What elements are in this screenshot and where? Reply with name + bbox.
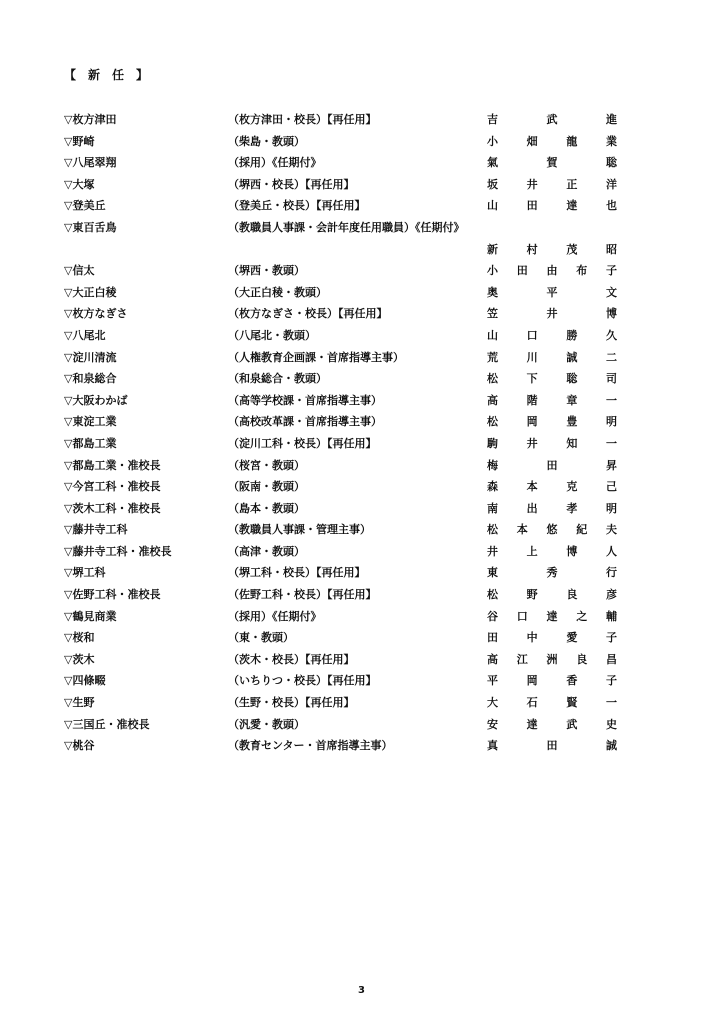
previous-post: （教育センター・首席指導主事） — [228, 739, 393, 753]
previous-post: （淀川工科・校長）【再任用】 — [228, 436, 377, 450]
previous-post: （阪南・教頭） — [228, 480, 305, 494]
previous-post: （大正白稜・教頭） — [228, 285, 327, 299]
person-name: 谷 口 達 之 輔 — [487, 609, 617, 623]
page-number: 3 — [358, 985, 365, 996]
school-name: ▽桜和 — [64, 631, 95, 645]
person-name: 駒 井 知 一 — [487, 436, 617, 450]
person-name: 笠 井 博 — [487, 307, 617, 321]
person-name: 東 秀 行 — [487, 566, 617, 580]
table-row — [64, 674, 624, 696]
table-row — [64, 221, 624, 264]
school-name: ▽大塚 — [64, 177, 95, 191]
school-name: ▽堺工科 — [64, 566, 106, 580]
previous-post: （採用）《任期付》 — [228, 156, 322, 170]
person-name: 氣 賀 聡 — [487, 156, 617, 170]
school-name: ▽藤井寺工科・准校長 — [64, 544, 172, 558]
person-name: 荒 川 誠 二 — [487, 350, 617, 364]
person-name: 高 階 章 一 — [487, 393, 617, 407]
table-row — [64, 156, 624, 178]
school-name: ▽佐野工科・准校長 — [64, 588, 161, 602]
school-name: ▽四條畷 — [64, 674, 106, 688]
previous-post: （登美丘・校長）【再任用】 — [228, 199, 366, 213]
previous-post: （堺西・教頭） — [228, 264, 305, 278]
table-row — [64, 566, 624, 588]
school-name: ▽三国丘・准校長 — [64, 717, 150, 731]
table-row — [64, 545, 624, 567]
person-name: 山 口 勝 久 — [487, 328, 617, 342]
section-heading: 【 新 任 】 — [64, 68, 149, 82]
school-name: ▽茨木工科・准校長 — [64, 501, 161, 515]
table-row — [64, 307, 624, 329]
previous-post: （いちりつ・校長）【再任用】 — [228, 674, 377, 688]
previous-post: （柴島・教頭） — [228, 134, 305, 148]
table-row — [64, 459, 624, 481]
school-name: ▽八尾北 — [64, 328, 106, 342]
person-name: 南 出 孝 明 — [487, 501, 617, 515]
table-row — [64, 113, 624, 135]
school-name: ▽東百舌鳥 — [64, 220, 117, 234]
school-name: ▽大正白稜 — [64, 285, 117, 299]
school-name: ▽都島工業 — [64, 436, 117, 450]
table-row — [64, 696, 624, 718]
school-name: ▽藤井寺工科 — [64, 523, 128, 537]
person-name: 森 本 克 己 — [487, 480, 617, 494]
table-row — [64, 631, 624, 653]
table-row — [64, 286, 624, 308]
school-name: ▽都島工業・准校長 — [64, 458, 161, 472]
table-row — [64, 739, 624, 761]
person-name: 真 田 誠 — [487, 739, 617, 753]
school-name: ▽淀川清流 — [64, 350, 117, 364]
person-name: 高 江 洲 良 昌 — [487, 652, 617, 666]
previous-post: （採用）《任期付》 — [228, 609, 322, 623]
previous-post: （生野・校長）【再任用】 — [228, 696, 355, 710]
table-row — [64, 588, 624, 610]
previous-post: （高津・教頭） — [228, 544, 305, 558]
table-row — [64, 264, 624, 286]
table-row — [64, 351, 624, 373]
previous-post: （教職員人事課・会計年度任用職員）《任期付》 — [228, 220, 465, 234]
school-name: ▽今宮工科・准校長 — [64, 480, 161, 494]
person-name: 奥 平 文 — [487, 285, 617, 299]
school-name: ▽東淀工業 — [64, 415, 117, 429]
previous-post: （茨木・校長）【再任用】 — [228, 652, 355, 666]
person-name: 平 岡 香 子 — [487, 674, 617, 688]
person-name: 小 畑 龍 業 — [487, 134, 617, 148]
table-row — [64, 502, 624, 524]
previous-post: （高校改革課・首席指導主事） — [228, 415, 382, 429]
person-name: 井 上 博 人 — [487, 544, 617, 558]
person-name: 吉 武 進 — [487, 113, 617, 126]
table-row — [64, 394, 624, 416]
person-name: 松 本 悠 紀 夫 — [487, 523, 617, 537]
previous-post: （堺工科・校長）【再任用】 — [228, 566, 366, 580]
previous-post: （東・教頭） — [228, 631, 294, 645]
school-name: ▽茨木 — [64, 652, 95, 666]
previous-post: （人権教育企画課・首席指導主事） — [228, 350, 404, 364]
person-name: 新 村 茂 昭 — [487, 242, 617, 256]
previous-post: （高等学校課・首席指導主事） — [228, 393, 382, 407]
previous-post: （枚方津田・校長）【再任用】 — [228, 113, 377, 126]
person-name: 山 田 達 也 — [487, 199, 617, 213]
person-name: 大 石 賢 一 — [487, 696, 617, 710]
school-name: ▽信太 — [64, 264, 95, 278]
table-row — [64, 523, 624, 545]
school-name: ▽鶴見商業 — [64, 609, 117, 623]
school-name: ▽野崎 — [64, 134, 95, 148]
person-name: 梅 田 昇 — [487, 458, 617, 472]
previous-post: （和泉総合・教頭） — [228, 372, 327, 386]
table-row — [64, 415, 624, 437]
person-name: 小 田 由 布 子 — [487, 264, 617, 278]
person-name: 坂 井 正 洋 — [487, 177, 617, 191]
person-name: 田 中 愛 子 — [487, 631, 617, 645]
table-row — [64, 329, 624, 351]
previous-post: （教職員人事課・管理主事） — [228, 523, 371, 537]
school-name: ▽大阪わかば — [64, 393, 128, 407]
table-row — [64, 178, 624, 200]
school-name: ▽枚方津田 — [64, 113, 117, 126]
previous-post: （堺西・校長）【再任用】 — [228, 177, 355, 191]
previous-post: （桜宮・教頭） — [228, 458, 305, 472]
school-name: ▽八尾翠翔 — [64, 156, 117, 170]
table-row — [64, 135, 624, 157]
school-name: ▽登美丘 — [64, 199, 106, 213]
person-name: 松 野 良 彦 — [487, 588, 617, 602]
previous-post: （汎愛・教頭） — [228, 717, 305, 731]
table-row — [64, 610, 624, 632]
school-name: ▽枚方なぎさ — [64, 307, 128, 321]
person-name: 松 岡 豊 明 — [487, 415, 617, 429]
table-row — [64, 653, 624, 675]
school-name: ▽生野 — [64, 696, 95, 710]
table-row — [64, 437, 624, 459]
person-name: 安 達 武 史 — [487, 717, 617, 731]
previous-post: （島本・教頭） — [228, 501, 305, 515]
table-row — [64, 480, 624, 502]
table-row — [64, 718, 624, 740]
previous-post: （佐野工科・校長）【再任用】 — [228, 588, 377, 602]
personnel-list — [64, 113, 624, 761]
person-name: 松 下 聡 司 — [487, 372, 617, 386]
table-row — [64, 199, 624, 221]
table-row — [64, 372, 624, 394]
school-name: ▽桃谷 — [64, 739, 95, 753]
previous-post: （枚方なぎさ・校長）【再任用】 — [228, 307, 388, 321]
previous-post: （八尾北・教頭） — [228, 328, 316, 342]
school-name: ▽和泉総合 — [64, 372, 117, 386]
